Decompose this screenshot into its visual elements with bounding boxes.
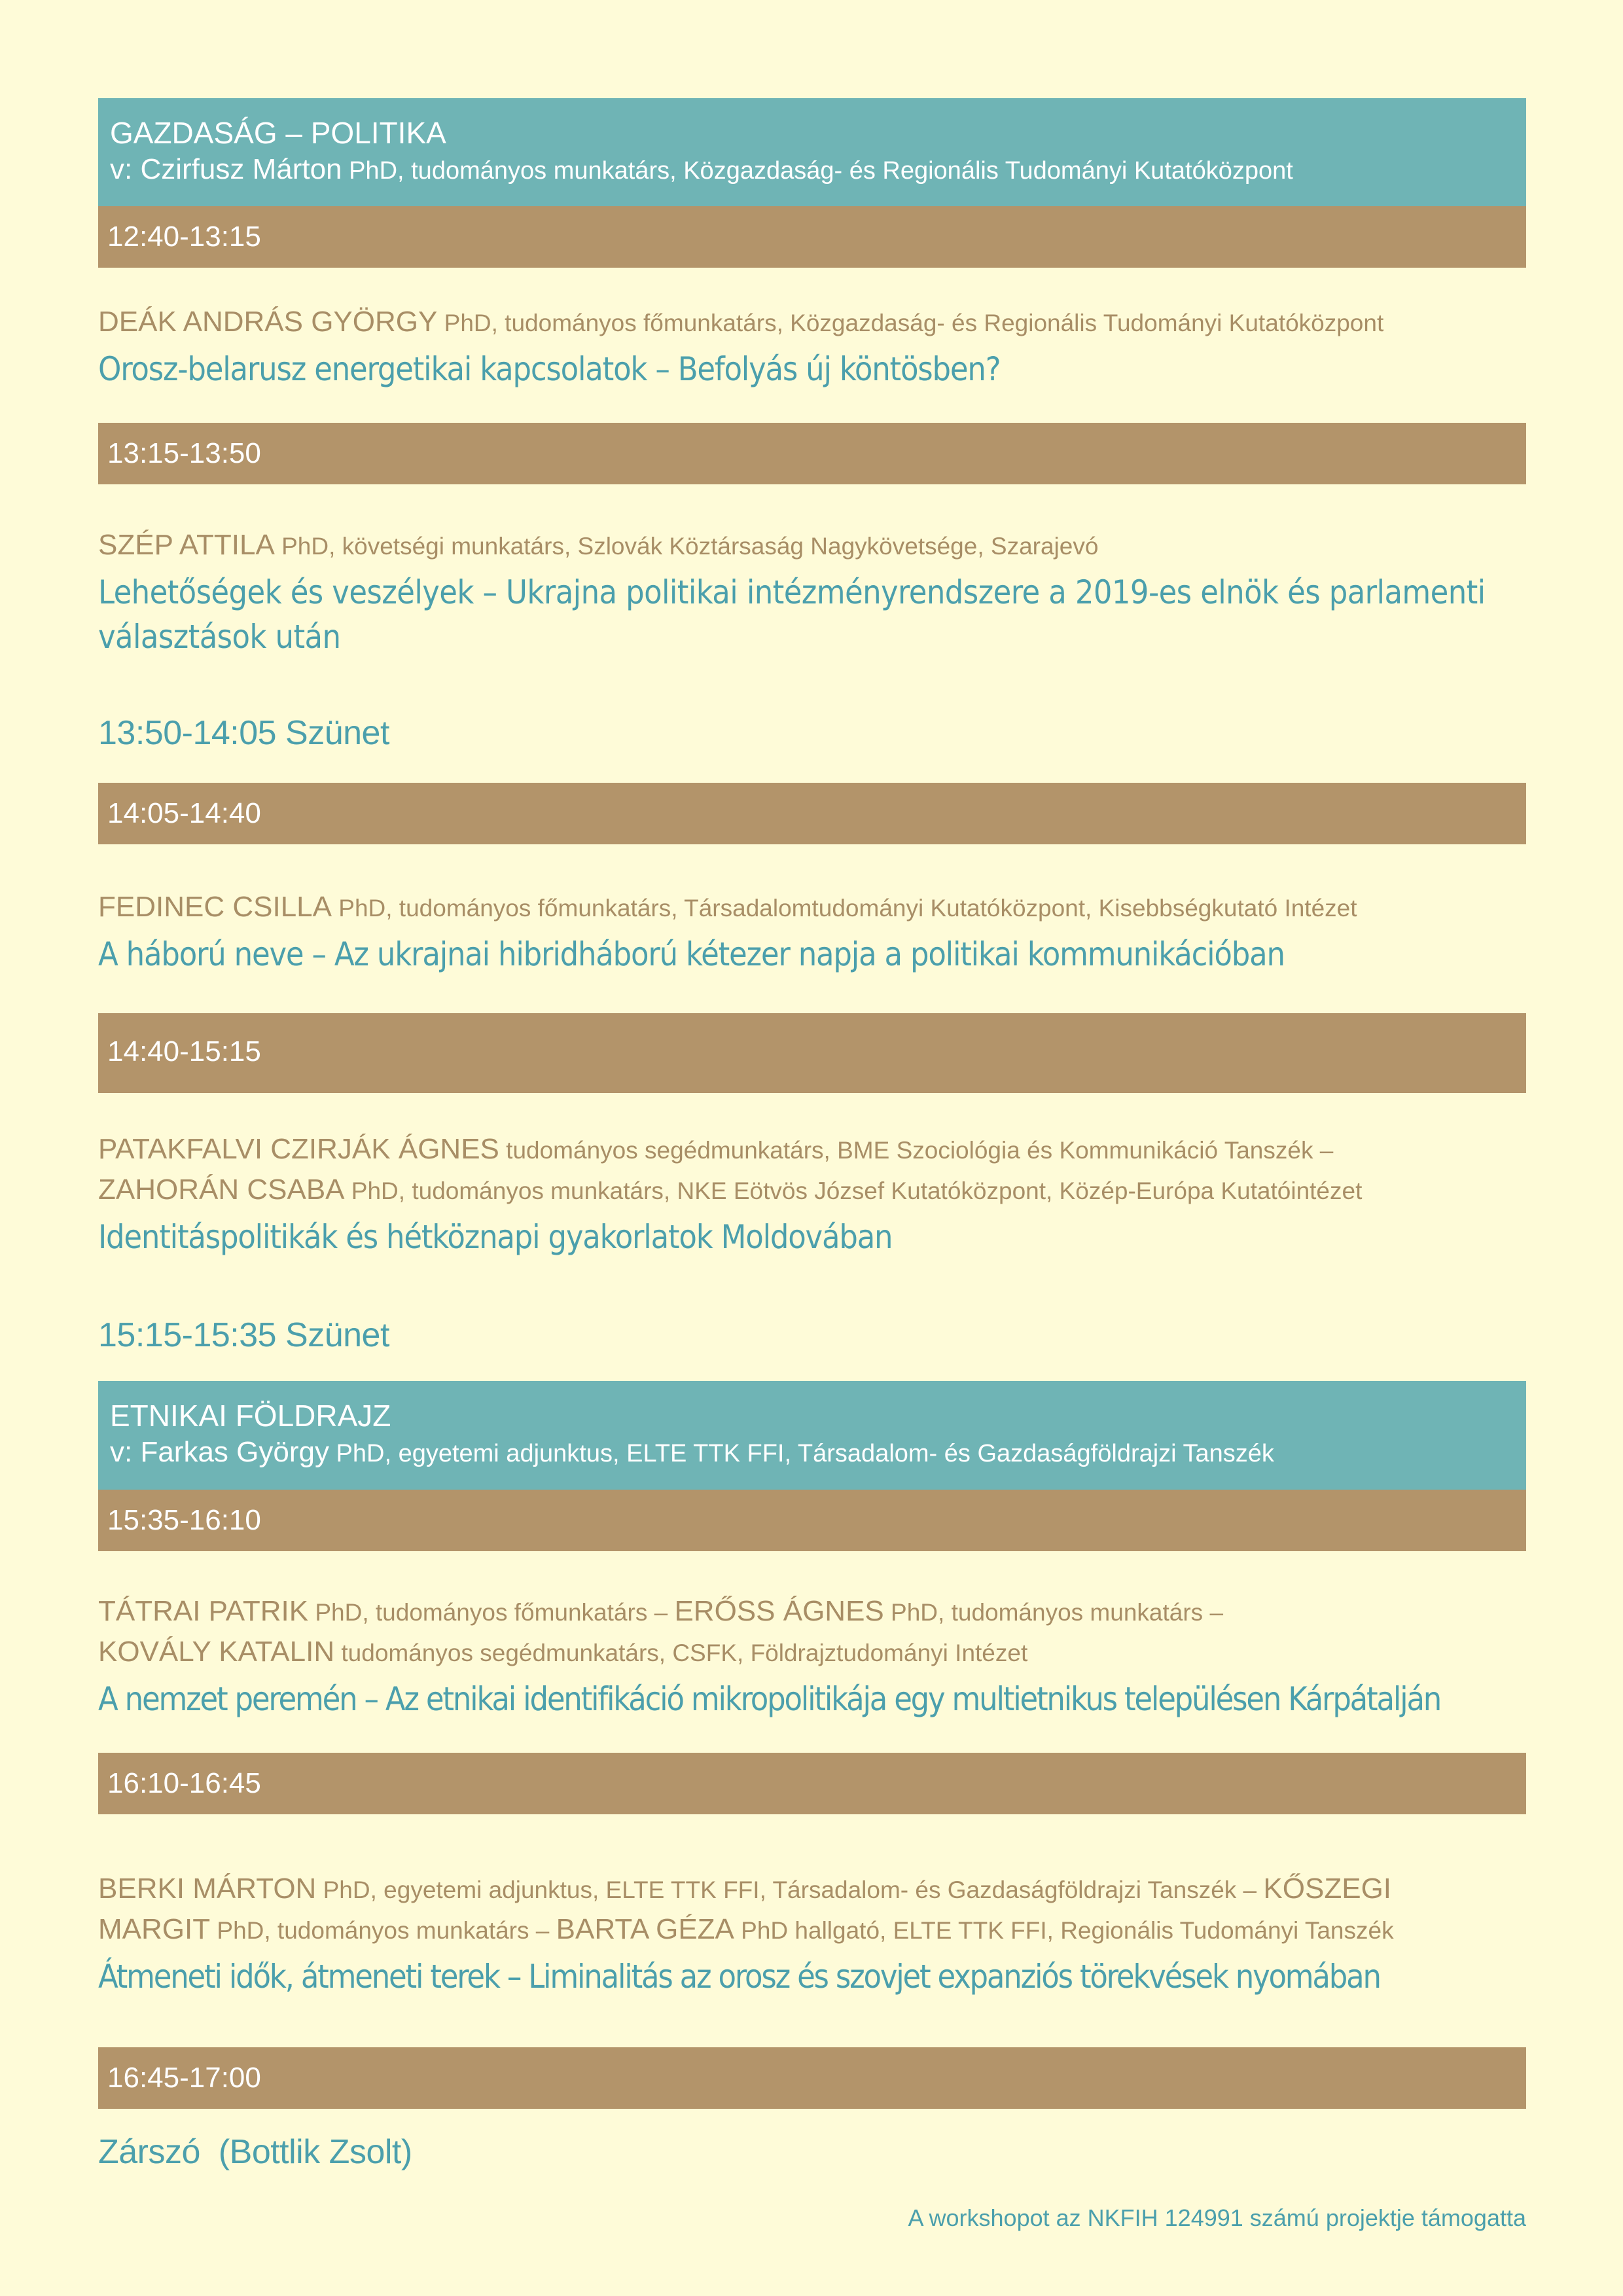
speaker-name: PATAKFALVI CZIRJÁK ÁGNES (98, 1133, 499, 1165)
speaker-line (98, 1910, 1531, 1950)
talk-entry (98, 888, 1531, 977)
speaker-name: ZAHORÁN CSABA (98, 1174, 345, 1206)
speaker-affiliation: PhD, tudományos főmunkatárs, Közgazdaság- és Regionális Tudományi Kutatóközpont (437, 310, 1384, 336)
speaker-line (98, 1130, 1531, 1170)
moderator-prefix: v: (110, 1436, 141, 1468)
section-moderator (110, 152, 1526, 188)
speaker-affiliation: tudományos segédmunkatárs, BME Szociológia és Kommunikáció Tanszék – (499, 1137, 1334, 1164)
section-header-etnikai (98, 1381, 1526, 1491)
talk-entry (98, 302, 1531, 391)
speaker-affiliation: tudományos segédmunkatárs, CSFK, Földrajztudományi Intézet (334, 1640, 1028, 1666)
speaker-affiliation: PhD, tudományos munkatárs – (210, 1917, 556, 1944)
speaker-affiliation: PhD hallgató, ELTE TTK FFI, Regionális Tudományi Tanszék (734, 1917, 1394, 1944)
closing-remarks: Zárszó (Bottlik Zsolt) (98, 2133, 412, 2171)
time-slot-bar: 14:40-15:15 (98, 1013, 1526, 1093)
talk-entry (98, 1130, 1531, 1259)
speaker-name: BERKI MÁRTON (98, 1873, 317, 1905)
speaker-name: FEDINEC CSILLA (98, 891, 332, 923)
talk-entry (98, 1869, 1531, 1999)
speaker-affiliation: PhD, tudományos munkatárs, NKE Eötvös József Kutatóközpont, Közép-Európa Kutatóintézet (344, 1177, 1363, 1204)
talk-title: Átmeneti idők, átmeneti terek – Liminalitás az orosz és szovjet expanziós törekvések nyomában (98, 1958, 1380, 1996)
talk-title: A háború neve – Az ukrajnai hibridháború kétezer napja a politikai kommunikációban (98, 935, 1285, 973)
time-slot-bar: 16:45-17:00 (98, 2047, 1526, 2109)
speaker-name: KOVÁLY KATALIN (98, 1636, 335, 1668)
speaker-affiliation: PhD, követségi munkatárs, Szlovák Köztársaság Nagykövetsége, Szarajevó (274, 533, 1099, 560)
moderator-affiliation: PhD, egyetemi adjunktus, ELTE TTK FFI, Társadalom- és Gazdaságföldrajzi Tanszék (329, 1440, 1274, 1467)
speaker-affiliation: PhD, tudományos munkatárs – (883, 1599, 1224, 1626)
section-title: GAZDASÁG – POLITIKA (110, 116, 446, 150)
moderator-name: Farkas György (140, 1436, 329, 1468)
speaker-affiliation: PhD, tudományos főmunkatárs – (308, 1599, 675, 1626)
speaker-line (98, 1869, 1531, 1910)
time-slot-bar: 16:10-16:45 (98, 1753, 1526, 1814)
speaker-affiliation: PhD, tudományos főmunkatárs, Társadalomtudományi Kutatóközpont, Kisebbségkutató Intézet (331, 895, 1357, 922)
time-slot-bar: 15:35-16:10 (98, 1490, 1526, 1551)
talk-entry (98, 1592, 1531, 1721)
time-slot-bar: 13:15-13:50 (98, 423, 1526, 484)
speaker-affiliation: PhD, egyetemi adjunktus, ELTE TTK FFI, Társadalom- és Gazdaságföldrajzi Tanszék – (316, 1876, 1264, 1903)
speaker-line (98, 302, 1531, 343)
speaker-name: DEÁK ANDRÁS GYÖRGY (98, 306, 438, 338)
speaker-line (98, 1592, 1531, 1632)
speaker-name: MARGIT (98, 1913, 211, 1945)
time-slot-bar: 12:40-13:15 (98, 206, 1526, 268)
talk-title: Orosz-belarusz energetikai kapcsolatok – Befolyás új köntösben? (98, 350, 1001, 388)
talk-title: A nemzet peremén – Az etnikai identifikáció mikropolitikája egy multietnikus településen Kárpátalján (98, 1680, 1441, 1718)
speaker-line (98, 1632, 1531, 1673)
talk-entry (98, 526, 1531, 659)
speaker-name: BARTA GÉZA (556, 1913, 734, 1945)
speaker-name: TÁTRAI PATRIK (98, 1595, 309, 1627)
break-label: 15:15-15:35 Szünet (98, 1316, 389, 1354)
time-slot-bar: 14:05-14:40 (98, 783, 1526, 844)
speaker-line (98, 526, 1531, 566)
funding-note: A workshopot az NKFIH 124991 számú projektje támogatta (908, 2204, 1526, 2231)
talk-title: Identitáspolitikák és hétköznapi gyakorlatok Moldovában (98, 1218, 893, 1256)
speaker-name: SZÉP ATTILA (98, 529, 275, 561)
moderator-name: Czirfusz Márton (140, 153, 342, 185)
break-label: 13:50-14:05 Szünet (98, 714, 389, 752)
section-moderator (110, 1435, 1526, 1471)
speaker-line (98, 1170, 1531, 1211)
speaker-name: ERŐSS ÁGNES (674, 1595, 884, 1627)
moderator-affiliation: PhD, tudományos munkatárs, Közgazdaság- és Regionális Tudományi Kutatóközpont (342, 157, 1293, 185)
section-title: ETNIKAI FÖLDRAJZ (110, 1399, 391, 1433)
speaker-name: KŐSZEGI (1263, 1873, 1392, 1905)
speaker-line (98, 888, 1531, 928)
moderator-prefix: v: (110, 153, 141, 185)
talk-title: Lehetőségek és veszélyek – Ukrajna politikai intézményrendszere a 2019-es elnök és parlamenti választások után (98, 573, 1486, 656)
section-header-gazdasag (98, 98, 1526, 208)
